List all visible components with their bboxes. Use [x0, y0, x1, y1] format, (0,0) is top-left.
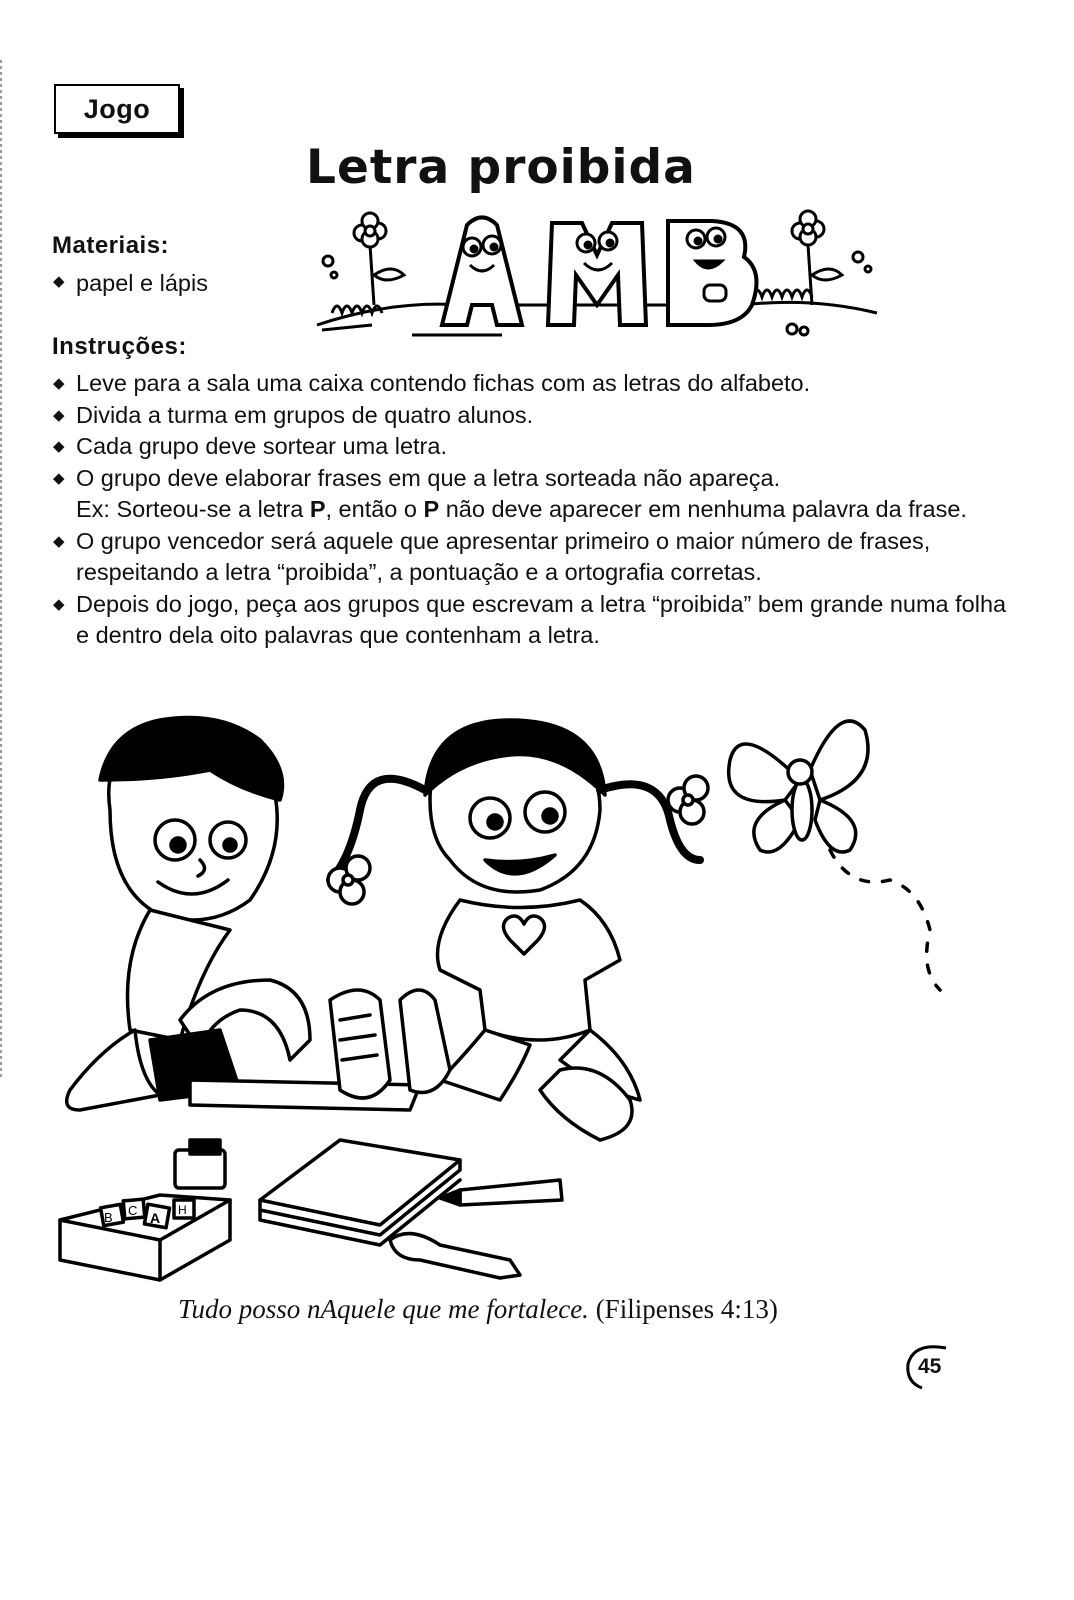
- bullet-diamond-icon: ◆: [53, 469, 65, 487]
- instruction-item: [52, 463, 1012, 526]
- instruction-text: Cada grupo deve sortear uma letra.: [76, 433, 447, 459]
- instruction-item: [52, 368, 1012, 400]
- verse-reference: (Filipenses 4:13): [595, 1294, 778, 1324]
- instructions-heading: Instruções:: [52, 333, 187, 360]
- box-card-letter: B: [104, 1210, 113, 1225]
- bullet-diamond-icon: ◆: [53, 532, 65, 550]
- page-number: 45: [918, 1355, 942, 1378]
- instructions-list: [52, 368, 1012, 652]
- page-title: Letra proibida: [306, 140, 696, 195]
- instruction-item: [52, 526, 1012, 589]
- instruction-text: Depois do jogo, peça aos grupos que escrevam a letra “proibida” bem grande numa folha e dentro dela oito palavras que contenham a letra.: [76, 590, 1007, 648]
- verse-text: Tudo posso nAquele que me fortalece.: [178, 1294, 589, 1324]
- bullet-diamond-icon: ◆: [53, 273, 65, 290]
- children-illustration: [40, 700, 1020, 1290]
- instruction-text: Divida a turma em grupos de quatro alunos.: [76, 401, 534, 428]
- instruction-text: Leve para a sala uma caixa contendo fichas com as letras do alfabeto.: [76, 370, 811, 396]
- section-tag: [54, 84, 180, 134]
- instruction-text: O grupo vencedor será aquele que apresentar primeiro o maior número de frases, respeitando a letra “proibida”, a pontuação e a ortografia corretas.: [76, 527, 931, 585]
- materials-heading: Materiais:: [52, 232, 170, 259]
- page-edge-mark: [0, 60, 2, 1080]
- bible-verse: [178, 1294, 878, 1325]
- bullet-diamond-icon: ◆: [53, 406, 65, 424]
- box-card-letter: C: [128, 1203, 138, 1218]
- materials-item: papel e lápis: [76, 270, 208, 296]
- header-letters-illustration: [312, 205, 892, 345]
- bullet-diamond-icon: ◆: [53, 375, 65, 392]
- bullet-diamond-icon: ◆: [53, 438, 65, 455]
- page-number-badge: [900, 1340, 954, 1390]
- box-card-letter: A: [150, 1210, 161, 1226]
- instruction-item: [52, 589, 1012, 652]
- instruction-item: [52, 400, 1012, 432]
- instruction-text: O grupo deve elaborar frases em que a letra sorteada não apareça.: [76, 464, 781, 491]
- instruction-item: [52, 431, 1012, 463]
- section-tag-label: Jogo: [83, 93, 151, 124]
- bullet-diamond-icon: ◆: [53, 595, 65, 613]
- instruction-example: Ex: Sorteou-se a letra P, então o P não deve aparecer em nenhuma palavra da frase.: [76, 496, 967, 522]
- box-card-letter: H: [178, 1203, 187, 1217]
